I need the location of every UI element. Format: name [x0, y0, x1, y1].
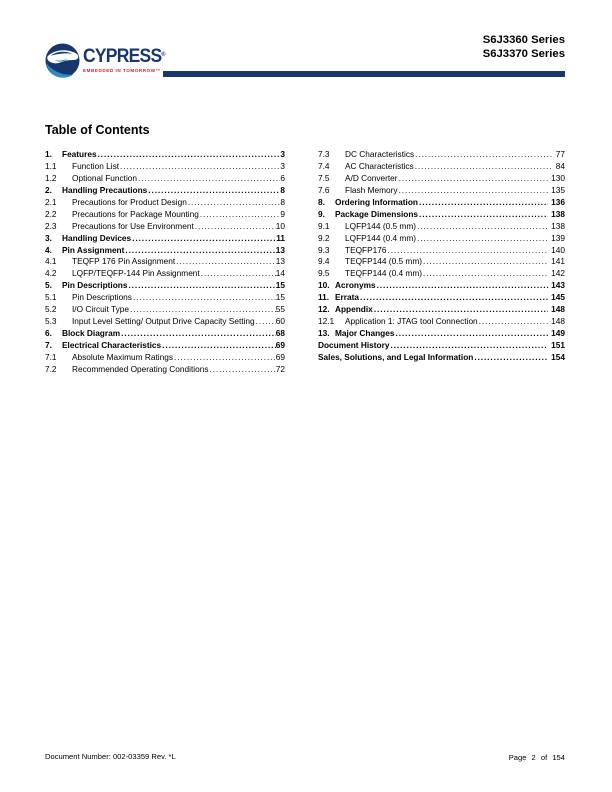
toc-entry-number: 9.1: [318, 220, 330, 231]
toc-leader-dots: [256, 316, 276, 328]
toc-entry-label: TEQFP176: [345, 244, 387, 255]
toc-entry-page: 139: [551, 232, 565, 243]
toc-leader-dots: [390, 340, 548, 352]
toc-leader-dots: [174, 352, 276, 364]
toc-entry-number: 9.4: [318, 256, 330, 267]
toc-entry-number: 2.1: [45, 196, 57, 207]
toc-leader-dots: [128, 280, 275, 292]
toc-leader-dots: [120, 161, 280, 173]
toc-entry-page: 149: [551, 328, 565, 339]
toc-entry[interactable]: [318, 221, 565, 233]
toc-leader-dots: [474, 352, 548, 364]
toc-entry[interactable]: [318, 149, 565, 161]
toc-entry-label: LQFP144 (0.4 mm): [345, 232, 417, 243]
toc-entry-number: 1.2: [45, 172, 57, 183]
toc-leader-dots: [423, 256, 548, 268]
toc-leader-dots: [176, 256, 276, 268]
toc-entry-number: 1.1: [45, 160, 57, 171]
toc-entry-page: 140: [551, 244, 565, 255]
toc-entry-label: TEQFP144 (0.4 mm): [345, 268, 422, 279]
toc-entry[interactable]: [45, 280, 285, 292]
cypress-logo: [45, 43, 173, 78]
toc-entry-label: Sales, Solutions, and Legal Information: [318, 351, 474, 362]
toc-entry-page: 14: [275, 268, 285, 279]
series-title-line1: S6J3360 Series: [482, 34, 565, 46]
toc-entry[interactable]: [318, 185, 565, 197]
toc-entry-page: 130: [551, 172, 565, 183]
toc-entry-number: 5.3: [45, 316, 57, 327]
toc-entry-number: 2.2: [45, 208, 57, 219]
toc-entry-page: 8: [280, 196, 285, 207]
toc-entry-label: Handling Precautions: [62, 184, 148, 195]
toc-entry-label: Electrical Characteristics: [62, 340, 162, 350]
toc-entry-label: Optional Function: [72, 172, 138, 183]
toc-entry-label: Errata: [335, 292, 359, 303]
toc-entry-page: 3: [280, 160, 285, 171]
toc-leader-dots: [377, 280, 549, 292]
toc-entry-label: Function List: [72, 160, 120, 171]
toc-entry-page: 77: [555, 149, 565, 159]
toc-entry-label: Pin Assignment: [62, 244, 125, 255]
cypress-wordmark: CYPRESS®: [83, 46, 166, 67]
toc-entry-label: Precautions for Package Mounting: [72, 208, 199, 219]
toc-entry[interactable]: [318, 233, 565, 245]
toc-entry[interactable]: [318, 245, 565, 257]
toc-entry-number: 1.: [45, 149, 52, 159]
toc-entry-page: 154: [551, 351, 565, 362]
toc-entry-number: 2.3: [45, 220, 57, 231]
toc-leader-dots: [201, 268, 276, 280]
toc-leader-dots: [195, 221, 276, 233]
toc-entry-page: 13: [275, 256, 285, 267]
toc-entry-page: 15: [275, 280, 285, 291]
toc-entry-page: 60: [275, 316, 285, 327]
toc-entry-label: Precautions for Use Environment: [72, 220, 194, 231]
toc-entry-number: 11.: [318, 292, 330, 303]
toc-entry-label: I/O Circuit Type: [72, 304, 130, 315]
toc-entry[interactable]: [45, 173, 285, 185]
toc-entry[interactable]: [45, 340, 285, 352]
cypress-globe-icon: [45, 43, 80, 78]
toc-entry-page: 136: [551, 196, 565, 207]
toc-entry-page: 138: [551, 220, 565, 231]
toc-entry-page: 3: [280, 149, 285, 159]
toc-entry-label: LQFP144 (0.5 mm): [345, 220, 417, 231]
toc-entry[interactable]: [45, 161, 285, 173]
toc-entry-page: 151: [551, 340, 565, 350]
toc-column-right: [318, 149, 565, 364]
toc-entry-label: Major Changes: [335, 328, 395, 339]
toc-entry-page: 142: [551, 268, 565, 279]
toc-entry[interactable]: [45, 233, 285, 245]
toc-entry-page: 68: [275, 328, 285, 339]
toc-leader-dots: [130, 304, 276, 316]
toc-entry-page: 13: [275, 244, 285, 255]
toc-entry-label: Pin Descriptions: [62, 280, 128, 291]
toc-entry[interactable]: [45, 149, 285, 161]
toc-leader-dots: [479, 316, 548, 328]
toc-entry-number: 9.5: [318, 268, 330, 279]
toc-entry[interactable]: [45, 316, 285, 328]
toc-entry-label: TEQFP144 (0.5 mm): [345, 256, 422, 267]
toc-entry-label: TEQFP 176 Pin Assignment: [72, 256, 176, 267]
toc-entry[interactable]: [45, 364, 285, 376]
toc-entry[interactable]: [318, 340, 565, 352]
toc-entry-number: 4.2: [45, 268, 57, 279]
toc-column-left: [45, 149, 285, 376]
toc-entry[interactable]: [318, 209, 565, 221]
toc-entry[interactable]: [318, 173, 565, 185]
toc-entry-number: 7.4: [318, 160, 330, 171]
toc-leader-dots: [423, 268, 548, 280]
toc-entry-label: Handling Devices: [62, 232, 132, 243]
toc-entry-label: Recommended Operating Conditions: [72, 363, 209, 374]
toc-leader-dots: [419, 197, 548, 209]
toc-entry-page: 148: [551, 304, 565, 315]
toc-entry-label: Absolute Maximum Ratings: [72, 351, 173, 362]
toc-entry-page: 6: [280, 172, 285, 183]
toc-entry[interactable]: [318, 316, 565, 328]
toc-entry[interactable]: [318, 161, 565, 173]
toc-entry-number: 7.6: [318, 184, 330, 195]
toc-entry[interactable]: [45, 304, 285, 316]
toc-leader-dots: [210, 364, 276, 376]
toc-entry-number: 7.1: [45, 351, 57, 362]
toc-leader-dots: [395, 328, 548, 340]
toc-entry-number: 9.: [318, 208, 325, 219]
toc-entry-number: 7.: [45, 340, 52, 350]
toc-leader-dots: [98, 149, 281, 161]
toc-entry-label: Features: [62, 149, 97, 159]
toc-leader-dots: [360, 292, 548, 304]
toc-entry-number: 5.: [45, 280, 52, 291]
toc-entry[interactable]: [318, 292, 565, 304]
toc-entry-page: 72: [275, 363, 285, 374]
toc-entry-label: AC Characteristics: [345, 160, 414, 171]
header-divider-bar: [163, 71, 565, 77]
footer-page-indicator: Page 2 of 154: [508, 753, 565, 762]
toc-entry-number: 2.: [45, 184, 52, 195]
toc-entry-number: 7.2: [45, 363, 57, 374]
toc-entry-label: Acronyms: [335, 280, 376, 291]
toc-entry-number: 7.5: [318, 172, 330, 183]
footer-document-number: Document Number: 002-03359 Rev. *L: [45, 752, 176, 761]
toc-entry-page: 135: [551, 184, 565, 195]
toc-entry[interactable]: [318, 197, 565, 209]
toc-entry-label: LQFP/TEQFP-144 Pin Assignment: [72, 268, 200, 279]
toc-leader-dots: [125, 245, 275, 257]
toc-entry-page: 11: [276, 232, 285, 243]
toc-entry-number: 9.2: [318, 232, 330, 243]
toc-entry-number: 12.: [318, 304, 330, 315]
toc-entry-number: 3.: [45, 232, 52, 243]
toc-entry[interactable]: [45, 197, 285, 209]
toc-leader-dots: [121, 328, 276, 340]
toc-entry-page: 138: [551, 208, 565, 219]
toc-entry-label: DC Characteristics: [345, 149, 415, 159]
toc-leader-dots: [415, 161, 553, 173]
toc-entry-page: 84: [555, 160, 565, 171]
toc-entry-label: Flash Memory: [345, 184, 398, 195]
toc-entry-page: 8: [280, 184, 285, 195]
toc-entry-number: 4.: [45, 244, 52, 255]
toc-entry-number: 12.1: [318, 316, 335, 327]
toc-entry[interactable]: [318, 352, 565, 364]
toc-entry-number: 5.2: [45, 304, 57, 315]
toc-entry-label: A/D Converter: [345, 172, 398, 183]
toc-entry-label: Appendix: [335, 304, 373, 315]
toc-leader-dots: [417, 233, 548, 245]
toc-entry-label: Document History: [318, 340, 390, 350]
toc-entry-label: Precautions for Product Design: [72, 196, 187, 207]
toc-entry[interactable]: [45, 352, 285, 364]
toc-entry-page: 141: [551, 256, 565, 267]
toc-entry-page: 69: [275, 351, 285, 362]
toc-entry-label: Block Diagram: [62, 328, 121, 339]
toc-entry[interactable]: [45, 221, 285, 233]
toc-entry-page: 69: [275, 340, 285, 350]
toc-heading: Table of Contents: [45, 123, 150, 137]
toc-entry-page: 148: [551, 316, 565, 327]
toc-entry-page: 143: [551, 280, 565, 291]
toc-leader-dots: [417, 221, 548, 233]
toc-entry-label: Application 1: JTAG tool Connection: [345, 316, 478, 327]
toc-leader-dots: [419, 209, 548, 221]
toc-entry-page: 10: [275, 220, 285, 231]
toc-entry[interactable]: [318, 268, 565, 280]
toc-leader-dots: [188, 197, 281, 209]
toc-leader-dots: [388, 245, 549, 257]
toc-entry-number: 8.: [318, 196, 325, 207]
toc-entry[interactable]: [318, 256, 565, 268]
toc-entry-number: 6.: [45, 328, 52, 339]
toc-entry-label: Package Dimensions: [335, 208, 419, 219]
toc-entry-number: 7.3: [318, 149, 330, 159]
toc-entry-page: 15: [275, 292, 285, 303]
toc-entry[interactable]: [318, 304, 565, 316]
toc-entry[interactable]: [318, 280, 565, 292]
toc-leader-dots: [133, 292, 276, 304]
cypress-tagline: EMBEDDED IN TOMORROW™: [83, 68, 161, 73]
toc-leader-dots: [374, 304, 548, 316]
toc-leader-dots: [162, 340, 276, 352]
toc-entry[interactable]: [45, 256, 285, 268]
toc-leader-dots: [399, 185, 549, 197]
toc-entry-page: 145: [551, 292, 565, 303]
toc-entry-number: 9.3: [318, 244, 330, 255]
toc-entry-label: Input Level Setting/ Output Drive Capacity Setting: [72, 316, 255, 327]
registered-trademark-symbol: ®: [161, 52, 166, 58]
series-title-line2: S6J3370 Series: [482, 47, 565, 60]
toc-entry-number: 10.: [318, 280, 330, 291]
toc-entry-page: 55: [275, 304, 285, 315]
toc-entry-label: Pin Descriptions: [72, 292, 132, 303]
toc-entry-label: Ordering Information: [335, 196, 418, 207]
toc-entry-number: 13.: [318, 328, 330, 339]
toc-entry-number: 4.1: [45, 256, 57, 267]
toc-entry[interactable]: [45, 185, 285, 197]
toc-leader-dots: [200, 209, 281, 221]
toc-entry[interactable]: [45, 209, 285, 221]
document-series-titles: [483, 34, 565, 62]
toc-entry-number: 5.1: [45, 292, 57, 303]
toc-leader-dots: [415, 149, 553, 161]
toc-leader-dots: [138, 173, 280, 185]
toc-entry[interactable]: [318, 328, 565, 340]
toc-entry[interactable]: [45, 245, 285, 257]
toc-leader-dots: [148, 185, 280, 197]
toc-entry[interactable]: [45, 268, 285, 280]
toc-entry[interactable]: [45, 292, 285, 304]
toc-entry-page: 9: [280, 208, 285, 219]
toc-leader-dots: [132, 233, 276, 245]
cypress-wordmark-block: [83, 43, 173, 73]
toc-leader-dots: [399, 173, 549, 185]
toc-entry[interactable]: [45, 328, 285, 340]
